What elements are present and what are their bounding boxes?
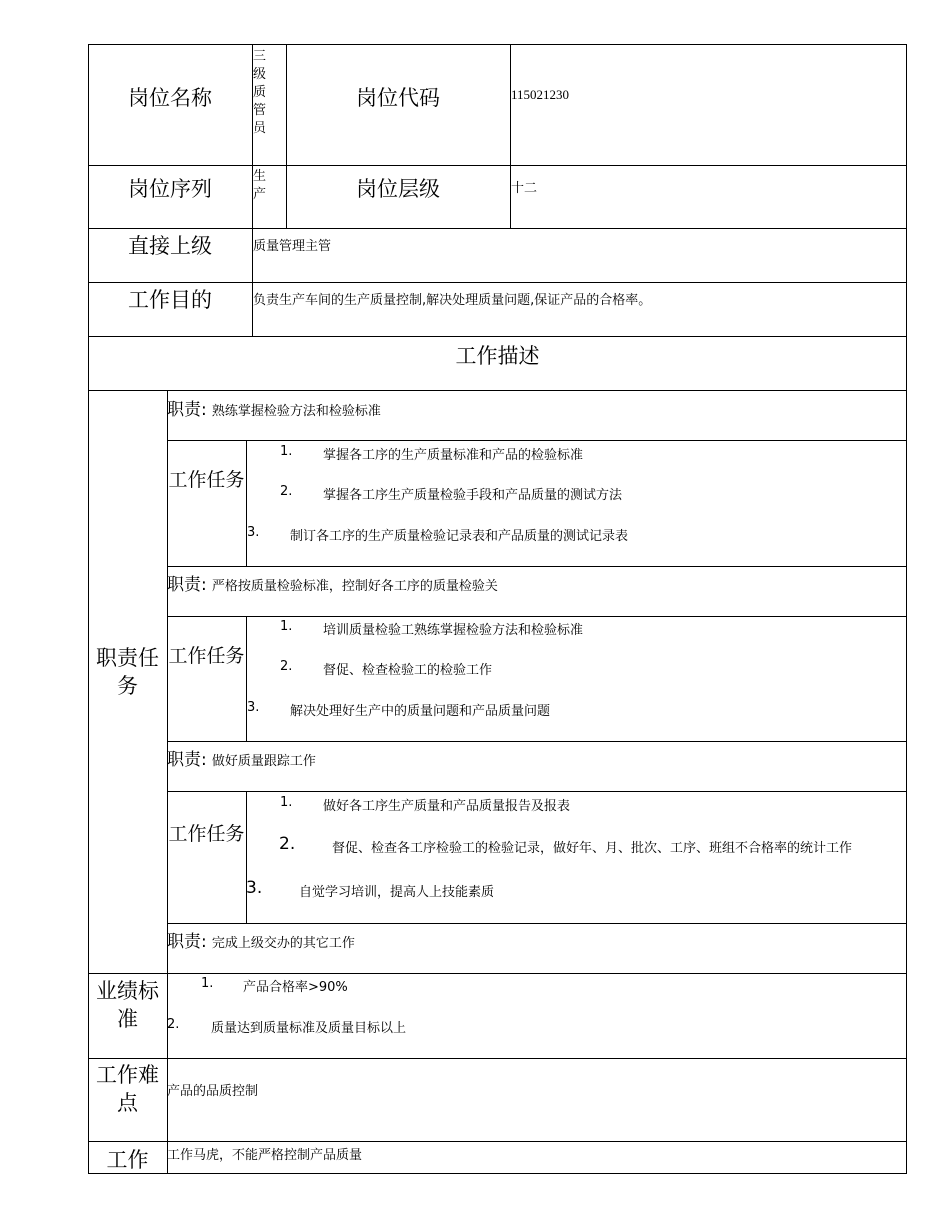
task-number: 2.	[280, 484, 293, 499]
purpose-label: 工作目的	[128, 288, 212, 312]
description-title: 工作描述	[455, 344, 540, 368]
duty-prefix: 职责:	[167, 750, 207, 770]
duty-prefix: 职责:	[167, 575, 207, 595]
duty-row	[167, 395, 381, 420]
duty-row	[167, 745, 316, 770]
row-divider	[88, 228, 907, 229]
row-divider	[88, 390, 907, 391]
duty-text: 严格按质量检验标准，控制好各工序的质量检验关	[211, 579, 498, 594]
post-name-value: 三级质管员	[253, 49, 267, 136]
task-label: 工作任务	[168, 823, 245, 845]
table-border-top	[88, 44, 907, 45]
last-row-label: 工作	[106, 1148, 149, 1172]
row-divider	[88, 1058, 907, 1059]
performance-item: 质量达到质量标准及质量目标以上	[211, 1021, 407, 1036]
row-divider	[88, 973, 907, 974]
task-text: 自觉学习培训，提高人上技能素质	[299, 885, 495, 900]
duty-row	[167, 927, 355, 952]
col-divider	[246, 791, 247, 923]
row-divider	[88, 1141, 907, 1142]
task-number: 1.	[280, 444, 293, 459]
task-text: 做好各工序生产质量和产品质量报告及报表	[323, 799, 571, 814]
task-number: 3.	[246, 878, 263, 898]
row-divider	[167, 791, 907, 792]
performance-number: 2.	[167, 1017, 180, 1032]
row-divider	[167, 566, 907, 567]
duties-label: 职责任务	[96, 646, 159, 698]
post-level-label: 岗位层级	[356, 177, 440, 201]
performance-item: 产品合格率>90%	[243, 980, 348, 995]
table-border-bottom	[88, 1173, 907, 1174]
task-number: 1.	[280, 795, 293, 810]
post-level-value: 十二	[511, 181, 538, 196]
row-divider	[88, 282, 907, 283]
post-sequence-label: 岗位序列	[128, 177, 212, 201]
col-divider	[167, 390, 168, 1174]
purpose-value: 负责生产车间的生产质量控制,解决处理质量问题,保证产品的合格率。	[253, 293, 652, 308]
duty-row	[167, 570, 498, 595]
task-number: 3.	[247, 525, 260, 540]
table-border-right	[906, 44, 907, 1174]
difficulty-text: 产品的品质控制	[167, 1084, 259, 1099]
row-divider	[167, 616, 907, 617]
task-text: 制订各工序的生产质量检验记录表和产品质量的测试记录表	[290, 529, 629, 544]
task-number: 1.	[280, 619, 293, 634]
col-divider	[246, 616, 247, 741]
performance-number: 1.	[201, 976, 214, 991]
duty-text: 做好质量跟踪工作	[211, 754, 316, 769]
post-code-value: 115021230	[511, 87, 570, 102]
duty-prefix: 职责:	[167, 932, 207, 952]
last-row-text: 工作马虎，不能严格控制产品质量	[167, 1148, 363, 1163]
task-text: 培训质量检验工熟练掌握检验方法和检验标准	[323, 623, 584, 638]
task-number: 2.	[279, 834, 296, 854]
row-divider	[88, 165, 907, 166]
task-text: 解决处理好生产中的质量问题和产品质量问题	[290, 704, 551, 719]
superior-value: 质量管理主管	[253, 239, 332, 254]
post-code-label: 岗位代码	[356, 86, 440, 110]
superior-label: 直接上级	[128, 234, 212, 258]
post-name-label: 岗位名称	[128, 86, 212, 110]
task-text: 督促、检查检验工的检验工作	[323, 663, 493, 678]
duty-text: 完成上级交办的其它工作	[211, 936, 355, 951]
performance-label: 业绩标准	[96, 979, 159, 1031]
duty-prefix: 职责:	[167, 400, 207, 420]
task-label: 工作任务	[168, 469, 245, 491]
task-number: 3.	[247, 700, 260, 715]
task-label: 工作任务	[168, 645, 245, 667]
difficulty-label: 工作难点	[96, 1063, 159, 1115]
row-divider	[167, 923, 907, 924]
row-divider	[167, 440, 907, 441]
task-text: 督促、检查各工序检验工的检验记录，做好年、月、批次、工序、班组不合格率的统计工作	[332, 841, 853, 856]
task-text: 掌握各工序的生产质量标准和产品的检验标准	[323, 448, 584, 463]
task-number: 2.	[280, 659, 293, 674]
col-divider	[510, 44, 511, 228]
row-divider	[88, 336, 907, 337]
post-sequence-value: 生产	[253, 169, 267, 202]
row-divider	[167, 741, 907, 742]
col-divider	[246, 440, 247, 566]
duty-text: 熟练掌握检验方法和检验标准	[211, 404, 381, 419]
task-text: 掌握各工序生产质量检验手段和产品质量的测试方法	[323, 488, 623, 503]
